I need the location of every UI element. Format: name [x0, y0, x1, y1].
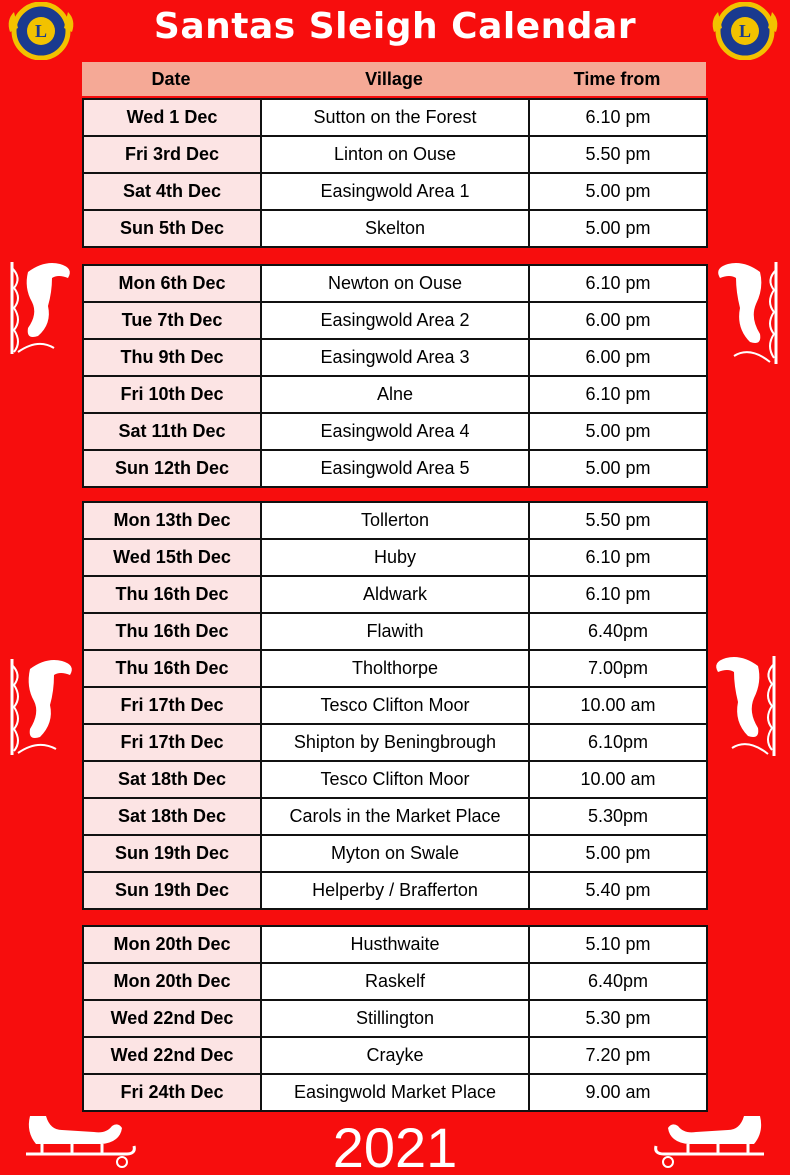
- table-row: [83, 339, 707, 376]
- time-cell: 5.10 pm: [529, 926, 707, 963]
- time-cell: 6.40pm: [529, 963, 707, 1000]
- date-cell: Thu 9th Dec: [83, 339, 261, 376]
- table-row: [83, 650, 707, 687]
- table-row: [83, 926, 707, 963]
- time-cell: 5.30pm: [529, 798, 707, 835]
- village-cell: Flawith: [261, 613, 529, 650]
- village-cell: Easingwold Area 2: [261, 302, 529, 339]
- date-cell: Thu 16th Dec: [83, 576, 261, 613]
- table-row: [83, 450, 707, 487]
- year-label: 2021: [332, 1116, 458, 1175]
- time-cell: 7.00pm: [529, 650, 707, 687]
- village-cell: Tholthorpe: [261, 650, 529, 687]
- table-row: [83, 539, 707, 576]
- village-cell: Helperby / Brafferton: [261, 872, 529, 909]
- schedule-group-1: [82, 98, 708, 248]
- table-row: [83, 1037, 707, 1074]
- svg-text:L: L: [34, 21, 48, 41]
- table-row: [83, 835, 707, 872]
- date-cell: Wed 22nd Dec: [83, 1037, 261, 1074]
- village-cell: Linton on Ouse: [261, 136, 529, 173]
- time-cell: 10.00 am: [529, 687, 707, 724]
- village-cell: Skelton: [261, 210, 529, 247]
- date-cell: Wed 1 Dec: [83, 99, 261, 136]
- village-cell: Husthwaite: [261, 926, 529, 963]
- time-cell: 5.50 pm: [529, 502, 707, 539]
- village-cell: Tesco Clifton Moor: [261, 761, 529, 798]
- village-cell: Shipton by Beningbrough: [261, 724, 529, 761]
- column-header-date: Date: [151, 69, 191, 89]
- date-cell: Mon 20th Dec: [83, 926, 261, 963]
- time-cell: 6.00 pm: [529, 339, 707, 376]
- date-cell: Fri 17th Dec: [83, 724, 261, 761]
- village-cell: Huby: [261, 539, 529, 576]
- page-title: Santas Sleigh Calendar: [153, 6, 637, 47]
- time-cell: 9.00 am: [529, 1074, 707, 1111]
- table-row: [83, 576, 707, 613]
- svg-text:L: L: [738, 21, 752, 41]
- table-row: [83, 173, 707, 210]
- time-cell: 6.10 pm: [529, 576, 707, 613]
- village-cell: Sutton on the Forest: [261, 99, 529, 136]
- village-cell: Easingwold Market Place: [261, 1074, 529, 1111]
- village-cell: Easingwold Area 5: [261, 450, 529, 487]
- date-cell: Mon 13th Dec: [83, 502, 261, 539]
- time-cell: 5.30 pm: [529, 1000, 707, 1037]
- time-cell: 5.00 pm: [529, 210, 707, 247]
- table-row: [83, 963, 707, 1000]
- date-cell: Thu 16th Dec: [83, 650, 261, 687]
- table-row: [83, 413, 707, 450]
- village-cell: Easingwold Area 3: [261, 339, 529, 376]
- table-row: [83, 798, 707, 835]
- date-cell: Wed 22nd Dec: [83, 1000, 261, 1037]
- time-cell: 5.50 pm: [529, 136, 707, 173]
- date-cell: Fri 3rd Dec: [83, 136, 261, 173]
- table-row: [83, 265, 707, 302]
- schedule-group-4: [82, 925, 708, 1112]
- village-cell: Carols in the Market Place: [261, 798, 529, 835]
- column-header-village: Village: [365, 69, 423, 89]
- time-cell: 5.40 pm: [529, 872, 707, 909]
- village-cell: Tesco Clifton Moor: [261, 687, 529, 724]
- time-cell: 6.00 pm: [529, 302, 707, 339]
- village-cell: Aldwark: [261, 576, 529, 613]
- time-cell: 6.10 pm: [529, 539, 707, 576]
- village-cell: Alne: [261, 376, 529, 413]
- date-cell: Sat 18th Dec: [83, 798, 261, 835]
- village-cell: Easingwold Area 1: [261, 173, 529, 210]
- village-cell: Newton on Ouse: [261, 265, 529, 302]
- date-cell: Fri 10th Dec: [83, 376, 261, 413]
- village-cell: Myton on Swale: [261, 835, 529, 872]
- date-cell: Fri 24th Dec: [83, 1074, 261, 1111]
- time-cell: 5.00 pm: [529, 173, 707, 210]
- time-cell: 5.00 pm: [529, 413, 707, 450]
- table-row: [83, 613, 707, 650]
- santa-sack-icon: [8, 258, 74, 358]
- table-row: [83, 1074, 707, 1111]
- time-cell: 5.00 pm: [529, 450, 707, 487]
- time-cell: 6.10pm: [529, 724, 707, 761]
- schedule-group-3: [82, 501, 708, 910]
- date-cell: Mon 20th Dec: [83, 963, 261, 1000]
- table-row: [83, 210, 707, 247]
- time-cell: 6.10 pm: [529, 99, 707, 136]
- table-row: [83, 136, 707, 173]
- date-cell: Sun 19th Dec: [83, 872, 261, 909]
- time-cell: 10.00 am: [529, 761, 707, 798]
- table-row: [83, 99, 707, 136]
- date-cell: Mon 6th Dec: [83, 265, 261, 302]
- santa-sack-icon: [708, 652, 780, 762]
- table-header: [82, 62, 706, 96]
- date-cell: Wed 15th Dec: [83, 539, 261, 576]
- village-cell: Tollerton: [261, 502, 529, 539]
- village-cell: Crayke: [261, 1037, 529, 1074]
- table-row: [83, 724, 707, 761]
- time-cell: 6.10 pm: [529, 265, 707, 302]
- table-row: [83, 376, 707, 413]
- table-row: [83, 761, 707, 798]
- date-cell: Sun 12th Dec: [83, 450, 261, 487]
- date-cell: Tue 7th Dec: [83, 302, 261, 339]
- santa-sack-icon: [8, 655, 76, 759]
- date-cell: Fri 17th Dec: [83, 687, 261, 724]
- date-cell: Sat 4th Dec: [83, 173, 261, 210]
- village-cell: Stillington: [261, 1000, 529, 1037]
- date-cell: Sat 18th Dec: [83, 761, 261, 798]
- date-cell: Sat 11th Dec: [83, 413, 261, 450]
- santa-sack-icon: [712, 258, 782, 370]
- date-cell: Sun 19th Dec: [83, 835, 261, 872]
- time-cell: 6.40pm: [529, 613, 707, 650]
- time-cell: 5.00 pm: [529, 835, 707, 872]
- table-row: [83, 502, 707, 539]
- date-cell: Sun 5th Dec: [83, 210, 261, 247]
- time-cell: 6.10 pm: [529, 376, 707, 413]
- table-row: [83, 872, 707, 909]
- time-cell: 7.20 pm: [529, 1037, 707, 1074]
- column-header-time: Time from: [573, 69, 661, 89]
- village-cell: Easingwold Area 4: [261, 413, 529, 450]
- table-row: [83, 687, 707, 724]
- schedule-group-2: [82, 264, 708, 488]
- village-cell: Raskelf: [261, 963, 529, 1000]
- date-cell: Thu 16th Dec: [83, 613, 261, 650]
- table-row: [83, 302, 707, 339]
- table-row: [83, 1000, 707, 1037]
